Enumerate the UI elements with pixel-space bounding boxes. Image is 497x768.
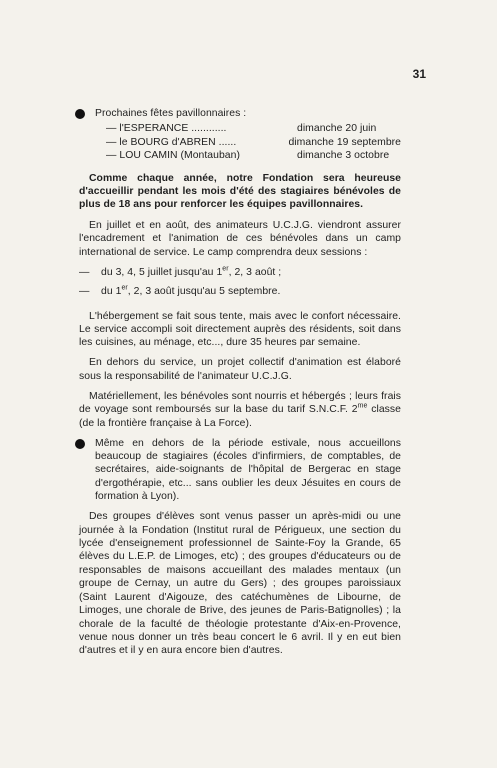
paragraph-juillet: En juillet et en août, des animateurs U.C.J.G. viendront assurer l'encadrement et l'animation de ces bénévoles dans un camp international de service. Le camp comprendra deux sessions : <box>79 219 401 258</box>
session-text-b: , 2, 3 août jusqu'au 5 septembre. <box>127 285 281 297</box>
session-text-b: , 2, 3 août ; <box>228 266 282 278</box>
superscript: er <box>121 284 128 292</box>
fete-label: — le BOURG d'ABREN ...... <box>106 136 237 148</box>
paragraph-materiel <box>79 390 401 430</box>
fetes-heading: Prochaines fêtes pavillonnaires : <box>95 108 247 119</box>
paragraph-hebergement: L'hébergement se fait sous tente, mais avec le confort nécessaire. Le service accompli soit directement auprès des résidents, soit dans les cuisines, au ménage, etc..., dure 35 heures par semaine. <box>79 310 401 349</box>
materiel-text-a: Matériellement, les bénévoles sont nourris et hébergés ; leurs frais de voyage sont remboursés sur la base du tarif S.N.C.F. 2 <box>79 390 401 416</box>
fete-date: dimanche 20 juin <box>297 123 377 135</box>
fetes-section <box>79 107 401 120</box>
page-content <box>79 107 401 664</box>
meme-section <box>79 437 401 504</box>
materiel-text-b: classe (de la frontière française à La Force). <box>79 404 401 429</box>
session-text-a: du 1 <box>101 285 122 297</box>
superscript: er <box>222 265 229 273</box>
fetes-list <box>106 122 401 162</box>
fete-row <box>106 122 401 135</box>
dash: — <box>79 266 90 278</box>
session-row <box>79 285 401 304</box>
fete-label: — LOU CAMIN (Montauban) <box>106 150 240 162</box>
paragraph-groupes: Des groupes d'élèves sont venus passer un après-midi ou une journée à la Fondation (Institut rural de Périgueux, une section du lycée d'enseignement professionnel de Sainte-Foy la Grande, 65 élèves du L.E.P. de Limoges, etc) ; des groupes d'éducateurs ou de responsables de maisons accueillant des malades mentaux (un groupe de Cernay, un autre du Gers) ; des groupes paroissiaux (Saint Laurent d'Aigouze, des catéchumènes de Libourne, de Limoges, une chorale de Brive, des jeunes de Paris-Batignolles) ; la chorale de la faculté de théologie protestante d'Aix-en-Provence, venue nous donner un très beau concert le 6 avril. Il y en eut bien d'autres et il y en aura encore bien d'autres. <box>79 511 401 657</box>
dash: — <box>79 285 90 297</box>
bullet-icon <box>75 109 85 119</box>
page-number: 31 <box>412 67 426 81</box>
sessions-list <box>79 266 401 304</box>
fete-date: dimanche 3 octobre <box>297 150 390 162</box>
paragraph-dehors: En dehors du service, un projet collectif d'animation est élaboré sous la responsabilité de l'animateur U.C.J.G. <box>79 357 401 382</box>
session-text <box>101 285 280 304</box>
session-row <box>79 266 401 285</box>
fete-row <box>106 149 401 162</box>
bold-paragraph: Comme chaque année, notre Fondation sera heureuse d'accueillir pendant les mois d'été des stagiaires bénévoles de plus de 18 ans pour renforcer les équipes pavillonnaires. <box>79 172 401 211</box>
session-text <box>101 266 281 285</box>
bullet-icon <box>75 439 85 449</box>
superscript: me <box>357 402 368 410</box>
fete-row <box>106 136 401 149</box>
paragraph-meme: Même en dehors de la période estivale, nous accueillons beaucoup de stagiaires (écoles d'infirmiers, de comptables, de secrétaires, aide-soignants de l'hôpital de Bergerac en stage d'ergothérapie, etc... sans oublier les deux Jésuites en cours de formation à Lyon). <box>95 437 401 503</box>
fete-label: — l'ESPERANCE ............ <box>106 123 227 135</box>
fete-date: dimanche 19 septembre <box>288 136 401 148</box>
session-text-a: du 3, 4, 5 juillet jusqu'au 1 <box>101 266 223 278</box>
